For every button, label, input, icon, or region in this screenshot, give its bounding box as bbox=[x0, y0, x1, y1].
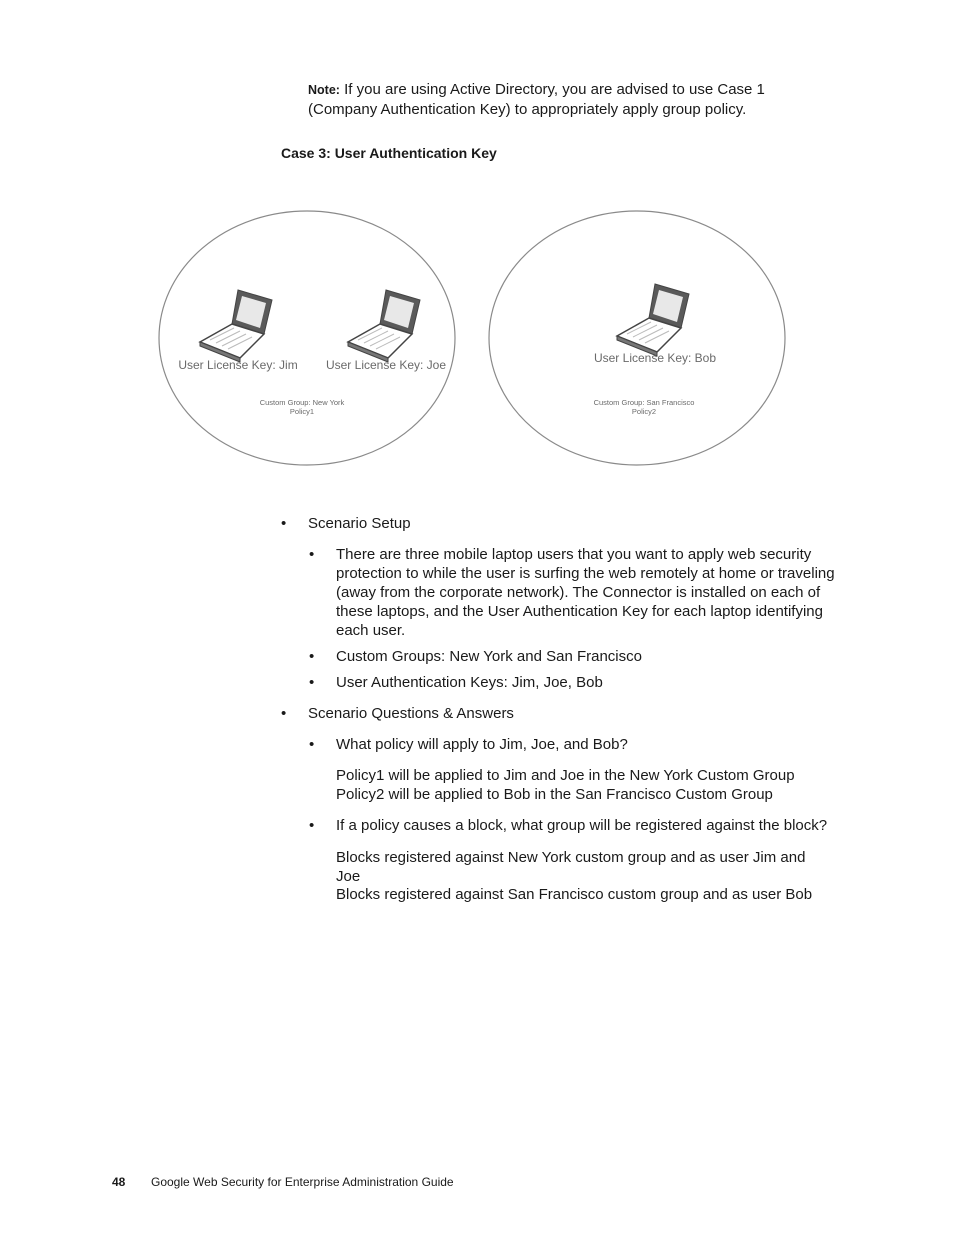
answer-1-line-1: Policy1 will be applied to Jim and Joe in the New York Custom Group bbox=[336, 767, 795, 784]
policy-label-1: Policy1 bbox=[289, 407, 315, 416]
answer-1-line-2: Policy2 will be applied to Bob in the San Francisco Custom Group bbox=[336, 786, 773, 803]
bullet-marker: • bbox=[309, 736, 315, 753]
bullet-marker: • bbox=[309, 674, 315, 691]
setup-item-groups: Custom Groups: New York and San Francisco bbox=[336, 648, 642, 665]
group-label-san-francisco: Custom Group: San Francisco bbox=[593, 398, 695, 407]
question-2: If a policy causes a block, what group will be registered against the block? bbox=[336, 817, 828, 834]
page-number: 48 bbox=[112, 1175, 126, 1189]
bullet-marker: • bbox=[309, 648, 315, 665]
bullet-marker: • bbox=[281, 515, 287, 532]
setup-item-description: There are three mobile laptop users that you want to apply web security protection to while the user is surfing the web remotely at home or traveling (away from the corporate network). The Connector is installed on each of these laptops, and the User Authentication Key for each laptop identifying each user. bbox=[336, 546, 835, 639]
bullet-marker: • bbox=[309, 817, 315, 834]
answer-2-line-1: Blocks registered against New York custom group and as user Jim and Joe bbox=[336, 849, 806, 885]
bullet-marker: • bbox=[309, 546, 315, 563]
group-label-new-york: Custom Group: New York bbox=[259, 398, 345, 407]
bullet-marker: • bbox=[281, 705, 287, 722]
user-label-bob: User License Key: Bob bbox=[593, 351, 717, 365]
policy-label-2: Policy2 bbox=[631, 407, 657, 416]
user-label-jim: User License Key: Jim bbox=[178, 358, 298, 372]
user-label-joe: User License Key: Joe bbox=[325, 358, 447, 372]
question-1: What policy will apply to Jim, Joe, and Bob? bbox=[336, 736, 628, 753]
qa-title: Scenario Questions & Answers bbox=[308, 705, 514, 722]
footer-title: Google Web Security for Enterprise Administration Guide bbox=[151, 1175, 454, 1189]
left-group-circle bbox=[159, 211, 455, 465]
setup-title: Scenario Setup bbox=[308, 515, 411, 532]
network-diagram bbox=[150, 200, 800, 475]
setup-item-keys: User Authentication Keys: Jim, Joe, Bob bbox=[336, 674, 603, 691]
answer-2-line-2: Blocks registered against San Francisco custom group and as user Bob bbox=[336, 886, 813, 903]
note-label: Note: bbox=[308, 83, 340, 97]
case-heading: Case 3: User Authentication Key bbox=[281, 145, 497, 161]
list-item bbox=[309, 545, 844, 641]
note-text: If you are using Active Directory, you are advised to use Case 1 (Company Authentication Key) to appropriately apply group policy. bbox=[308, 81, 765, 118]
note-paragraph bbox=[308, 80, 828, 119]
